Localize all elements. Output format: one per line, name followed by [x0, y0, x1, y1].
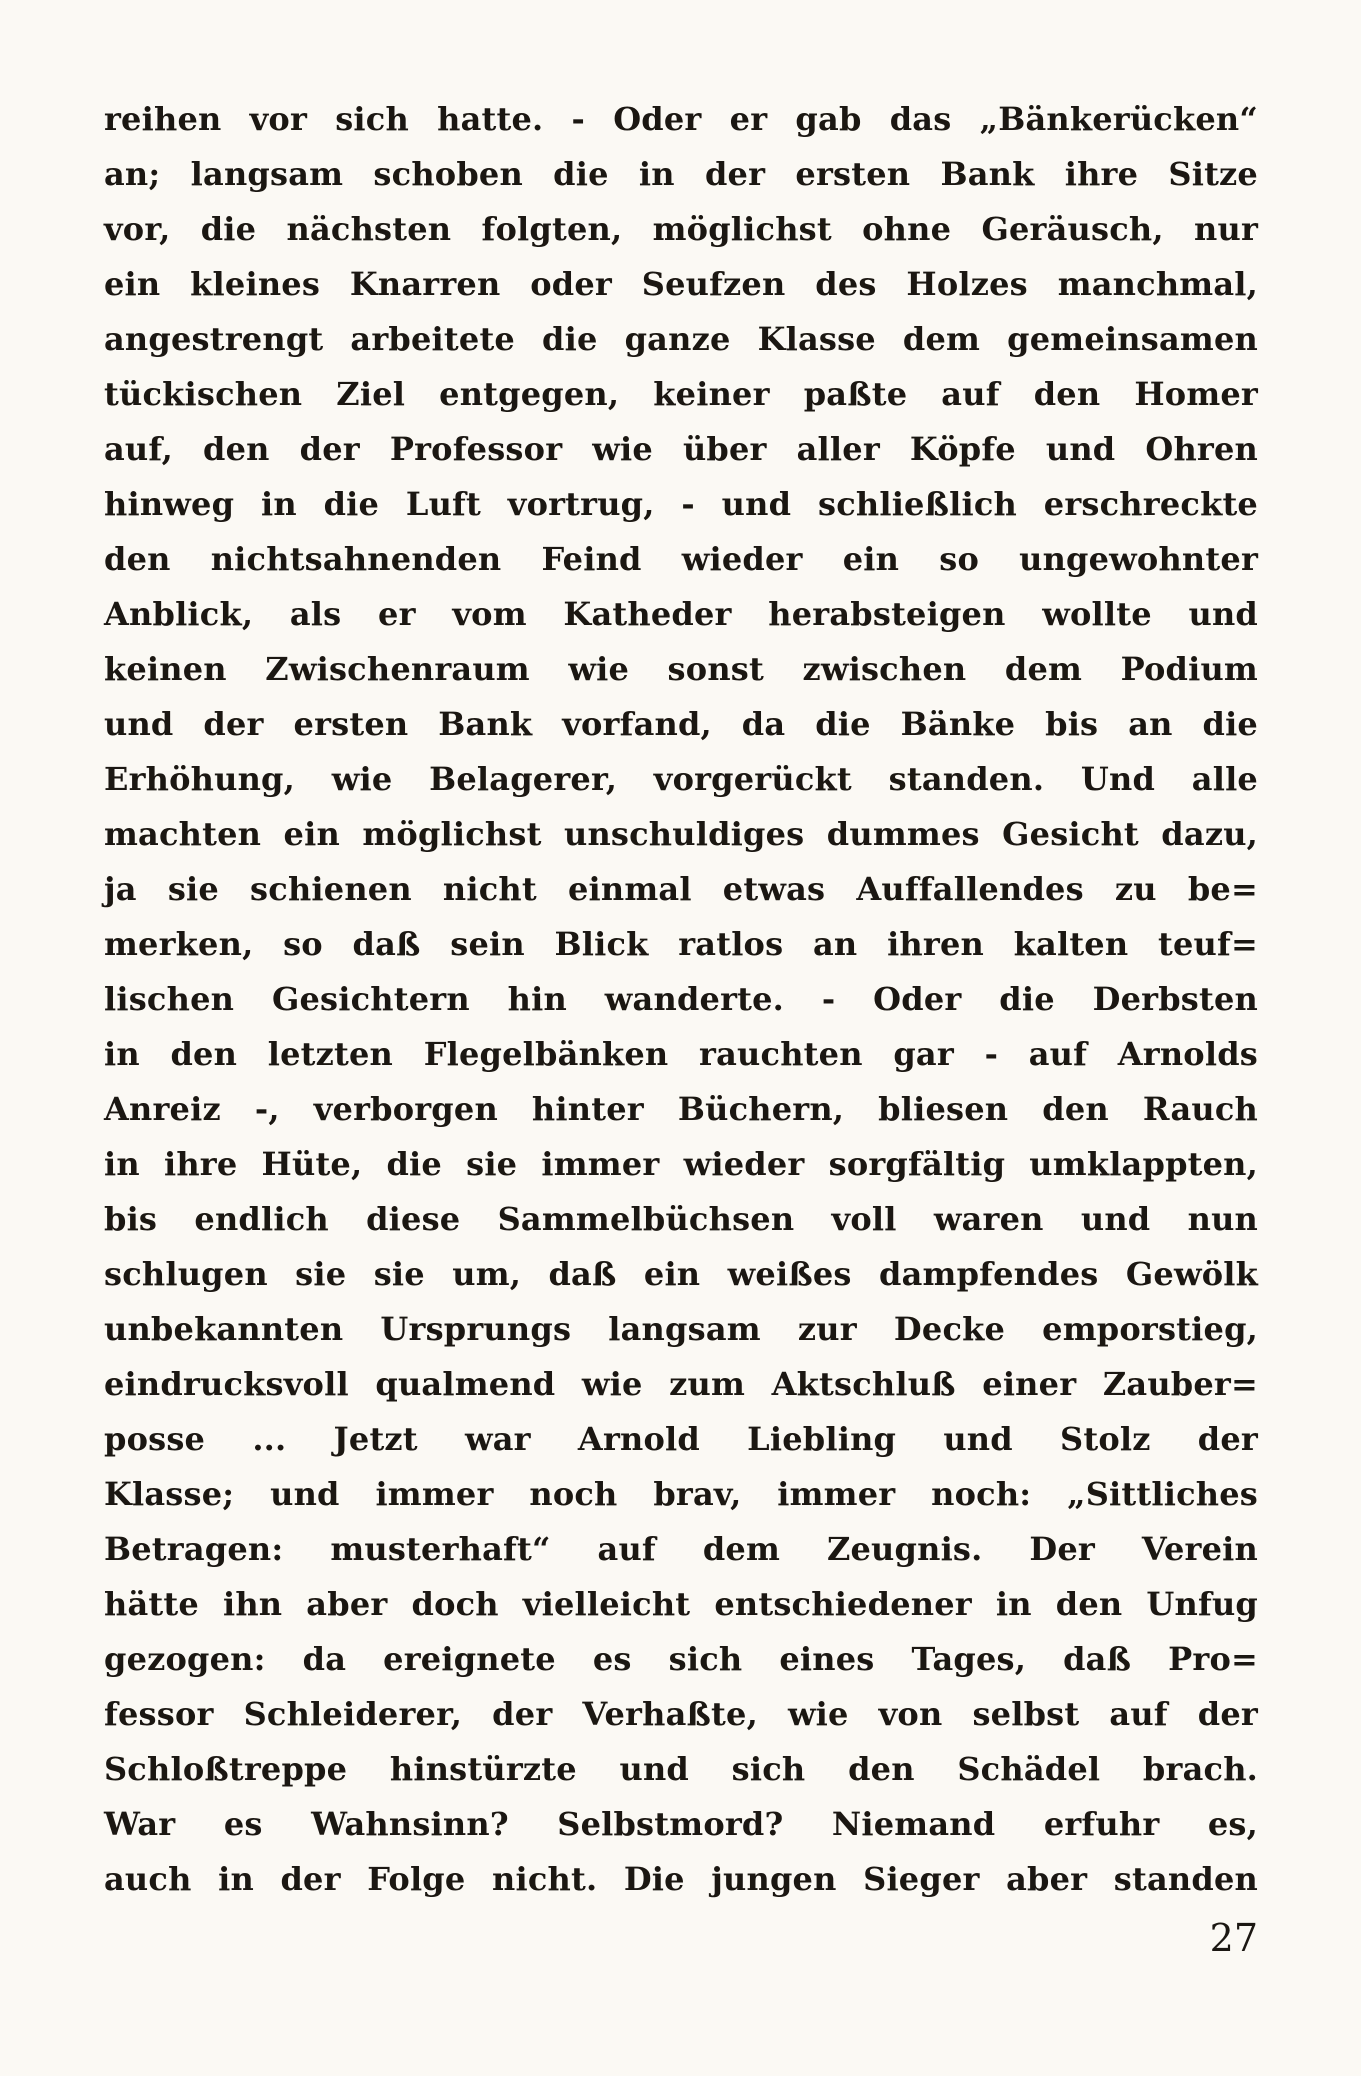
text-line: hätte ihn aber doch vielleicht entschiedener in den Unfug	[104, 1585, 1258, 1623]
text-line: fessor Schleiderer, der Verhaßte, wie von selbst auf der	[104, 1695, 1258, 1733]
text-line: hinweg in die Luft vortrug, - und schließlich erschreckte	[104, 485, 1258, 523]
text-line: gezogen: da ereignete es sich eines Tages, daß Pro=	[104, 1640, 1258, 1678]
body-text-block	[104, 92, 1258, 1907]
text-line: machten ein möglichst unschuldiges dummes Gesicht dazu,	[104, 815, 1258, 853]
text-line: merken, so daß sein Blick ratlos an ihren kalten teuf=	[104, 925, 1258, 963]
text-line: Betragen: musterhaft“ auf dem Zeugnis. Der Verein	[104, 1530, 1258, 1568]
text-line: Schloßtreppe hinstürzte und sich den Schädel brach.	[104, 1750, 1258, 1788]
text-line: ein kleines Knarren oder Seufzen des Holzes manchmal,	[104, 265, 1258, 303]
text-line: angestrengt arbeitete die ganze Klasse dem gemeinsamen	[104, 320, 1258, 358]
text-line: ja sie schienen nicht einmal etwas Auffallendes zu be=	[104, 870, 1258, 908]
text-line: Klasse; und immer noch brav, immer noch: „Sittliches	[104, 1475, 1258, 1513]
text-line: vor, die nächsten folgten, möglichst ohne Geräusch, nur	[104, 210, 1258, 248]
text-line: reihen vor sich hatte. - Oder er gab das „Bänkerücken“	[104, 100, 1258, 138]
text-line: bis endlich diese Sammelbüchsen voll waren und nun	[104, 1200, 1258, 1238]
text-line: eindrucksvoll qualmend wie zum Aktschluß einer Zauber=	[104, 1365, 1258, 1403]
text-line: keinen Zwischenraum wie sonst zwischen dem Podium	[104, 650, 1258, 688]
text-line: schlugen sie sie um, daß ein weißes dampfendes Gewölk	[104, 1255, 1258, 1293]
text-line: Erhöhung, wie Belagerer, vorgerückt standen. Und alle	[104, 760, 1258, 798]
text-line: Anreiz -, verborgen hinter Büchern, bliesen den Rauch	[104, 1090, 1258, 1128]
text-line: lischen Gesichtern hin wanderte. - Oder die Derbsten	[104, 980, 1258, 1018]
page-number: 27	[1209, 1916, 1258, 1960]
text-line: an; langsam schoben die in der ersten Bank ihre Sitze	[104, 155, 1258, 193]
text-line: auf, den der Professor wie über aller Köpfe und Ohren	[104, 430, 1258, 468]
text-line: in den letzten Flegelbänken rauchten gar - auf Arnolds	[104, 1035, 1258, 1073]
text-line: den nichtsahnenden Feind wieder ein so ungewohnter	[104, 540, 1258, 578]
text-line: in ihre Hüte, die sie immer wieder sorgfältig umklappten,	[104, 1145, 1258, 1183]
text-line: posse ... Jetzt war Arnold Liebling und Stolz der	[104, 1420, 1258, 1458]
text-line: Anblick, als er vom Katheder herabsteigen wollte und	[104, 595, 1258, 633]
text-line: und der ersten Bank vorfand, da die Bänke bis an die	[104, 705, 1258, 743]
text-line: tückischen Ziel entgegen, keiner paßte auf den Homer	[104, 375, 1258, 413]
text-line: War es Wahnsinn? Selbstmord? Niemand erfuhr es,	[104, 1805, 1258, 1843]
text-line: unbekannten Ursprungs langsam zur Decke emporstieg,	[104, 1310, 1258, 1348]
text-line: auch in der Folge nicht. Die jungen Sieger aber standen	[104, 1860, 1258, 1898]
